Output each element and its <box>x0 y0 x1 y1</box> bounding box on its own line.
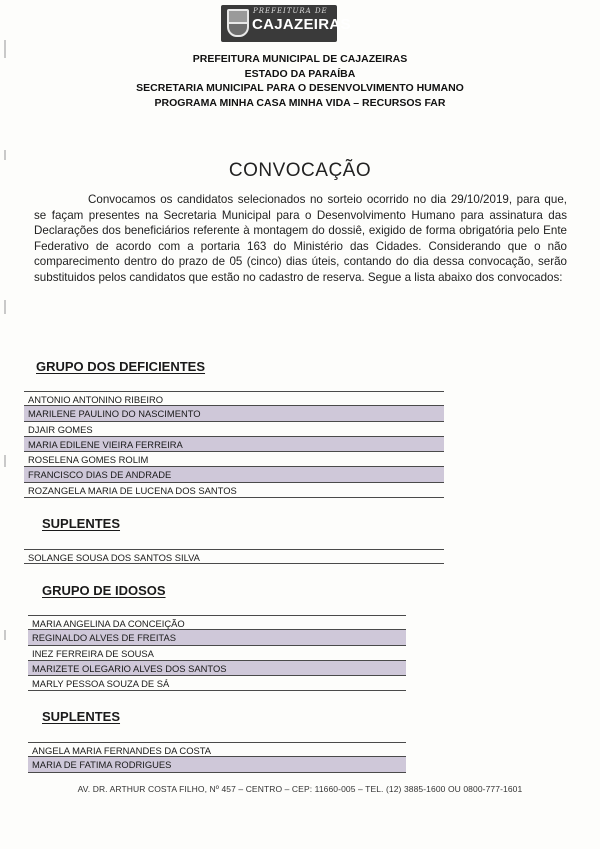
list-item: MARIA DE FATIMA RODRIGUES <box>28 757 406 772</box>
header-line-1: PREFEITURA MUNICIPAL DE CAJAZEIRAS <box>192 53 408 65</box>
section-title-suplentes-2: SUPLENTES <box>42 709 121 724</box>
scan-mark <box>4 455 6 467</box>
list-item: ANGELA MARIA FERNANDES DA COSTA <box>28 742 406 757</box>
list-suplentes-deficientes <box>24 549 444 564</box>
section-title-suplentes-1: SUPLENTES <box>42 516 121 531</box>
list-item: INEZ FERREIRA DE SOUSA <box>28 646 406 661</box>
list-item: MARIZETE OLEGARIO ALVES DOS SANTOS <box>28 661 406 676</box>
header-line-4: PROGRAMA MINHA CASA MINHA VIDA – RECURSOS FAR <box>154 96 446 109</box>
list-item: ROSELENA GOMES ROLIM <box>24 452 444 467</box>
list-item: REGINALDO ALVES DE FREITAS <box>28 630 406 645</box>
logo-small-text: PREFEITURA DE <box>253 7 328 15</box>
list-item: MARILENE PAULINO DO NASCIMENTO <box>24 406 444 421</box>
section-title-idosos: GRUPO DE IDOSOS <box>42 583 166 598</box>
header-line-2: ESTADO DA PARAÍBA <box>244 67 356 80</box>
footer-address: AV. DR. ARTHUR COSTA FILHO, Nº 457 – CENTRO – CEP: 11660-005 – TEL. (12) 3885-1600 OU 0800-777-1601 <box>77 784 523 794</box>
list-deficientes <box>24 391 444 498</box>
scan-mark <box>4 150 6 160</box>
list-item: ROZANGELA MARIA DE LUCENA DOS SANTOS <box>24 483 444 498</box>
list-item: MARLY PESSOA SOUZA DE SÁ <box>28 676 406 691</box>
document-title: CONVOCAÇÃO <box>228 160 372 181</box>
list-item: MARIA EDILENE VIEIRA FERREIRA <box>24 437 444 452</box>
list-idosos <box>28 615 406 691</box>
city-shield-icon <box>227 9 249 37</box>
section-title-deficientes: GRUPO DOS DEFICIENTES <box>36 359 206 374</box>
list-item: MARIA ANGELINA DA CONCEIÇÃO <box>28 615 406 630</box>
intro-paragraph: Convocamos os candidatos selecionados no sorteio ocorrido no dia 29/10/2019, para que, se façam presentes na Secretaria Municipal para o Desenvolvimento Humano para assinatura das Declarações dos beneficiários referente à montagem do dossiê, exigido de forma obrigatória pelo Ente Federativo de acordo com a portaria 163 do Ministério das Cidades. Considerando que o não comparecimento dentro do prazo de 05 (cinco) dias úteis, contando do dia dessa convocação, serão substituidos pelos candidatos que estão no cadastro de reserva. Segue a lista abaixo dos convocados: <box>34 193 567 284</box>
header-line-3: SECRETARIA MUNICIPAL PARA O DESENVOLVIMENTO HUMANO <box>136 82 464 94</box>
list-item: SOLANGE SOUSA DOS SANTOS SILVA <box>24 549 444 564</box>
document-header <box>0 52 600 110</box>
scan-mark <box>4 300 6 314</box>
list-item: ANTONIO ANTONINO RIBEIRO <box>24 391 444 406</box>
list-suplentes-idosos <box>28 742 406 773</box>
scan-mark <box>4 630 6 640</box>
list-item: FRANCISCO DIAS DE ANDRADE <box>24 467 444 482</box>
list-item: DJAIR GOMES <box>24 422 444 437</box>
cajazeiras-logo <box>221 5 351 42</box>
logo-city-name: CAJAZEIRAS <box>252 16 351 33</box>
